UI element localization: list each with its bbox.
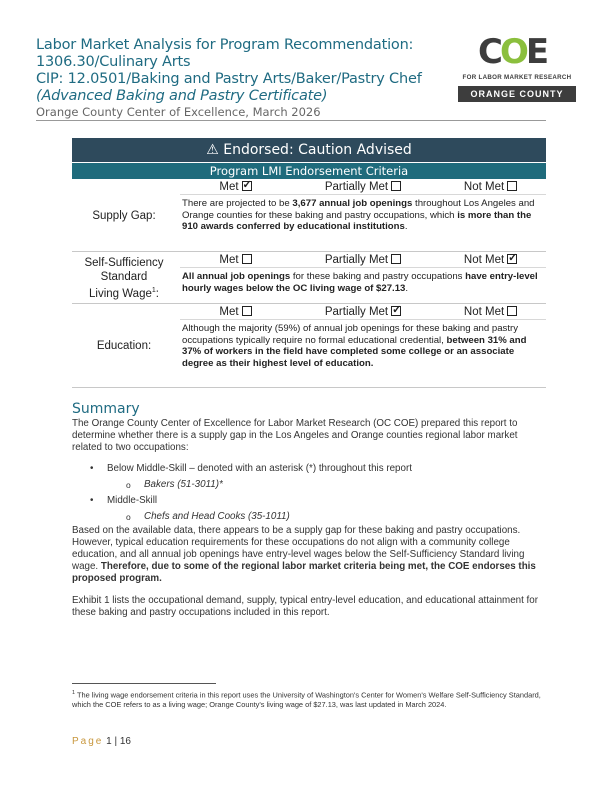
title-line-2: 1306.30/Culinary Arts bbox=[36, 54, 191, 70]
summary-paragraph: Based on the available data, there appears to be a supply gap for these baking and pastry occupations. However, typical education requirements for these occupations do not align with a community college education, and all annual job openings have entry-level wages below the Self-Sufficiency Standard living wage. Therefore, due to some of the regional labor market criteria being met, the COE endorses this proposed program. bbox=[72, 525, 536, 584]
document-title bbox=[36, 37, 436, 119]
coe-logo-letters: COE bbox=[478, 32, 547, 72]
title-line-4: (Advanced Baking and Pastry Certificate) bbox=[36, 88, 328, 104]
footnote-divider bbox=[72, 683, 216, 684]
criteria-label: Supply Gap: bbox=[92, 210, 156, 222]
occupation-list bbox=[90, 463, 540, 527]
footnote: $^1$ The living wage endorsement criteria in this report uses the University of Washington's Center for Women's Welfare Self-Sufficiency Standard, which the COE refers to as a living wage; Orange County's living wage of $27.13, was last updated in March 2024. bbox=[72, 690, 541, 709]
endorsement-banner bbox=[72, 138, 546, 162]
checkbox-not-met bbox=[507, 306, 517, 316]
checkbox-not-met-checked bbox=[507, 254, 517, 264]
criteria-description: There are projected to be 3,677 annual job openings throughout Los Angeles and Orange counties for these baking and pastry occupations, which is more than the 910 awards conferred by educational institutions. bbox=[182, 198, 535, 233]
summary-intro: The Orange County Center of Excellence for Labor Market Research (OC COE) prepared this report to determine whether there is a supply gap in the Los Angeles and Orange counties regional labor market related to two occupations: bbox=[72, 418, 518, 453]
checkbox-partial-checked bbox=[391, 306, 401, 316]
criteria-description: Although the majority (59%) of annual job openings for these baking and pastry occupations typically require no formal educational credential, between 31% and 37% of workers in the field have completed some college or an associate degree as their highest level of education. bbox=[182, 323, 527, 369]
met-options: Met Partially Met Not Met✓ bbox=[180, 253, 546, 268]
criteria-row-living-wage bbox=[72, 253, 546, 304]
title-line-1: Labor Market Analysis for Program Recommendation: bbox=[36, 37, 414, 53]
criteria-label: Education: bbox=[96, 340, 152, 352]
list-item: • Middle-Skill bbox=[90, 495, 540, 507]
criteria-label: Self-Sufficiency Standard Living Wage$^1$: bbox=[84, 257, 164, 300]
logo-county-banner: ORANGE COUNTY bbox=[458, 86, 576, 102]
checkbox-met bbox=[242, 306, 252, 316]
page-number: Page 1 | 16 bbox=[72, 736, 131, 747]
checkbox-met-checked bbox=[242, 181, 252, 191]
criteria-body bbox=[180, 180, 546, 233]
warning-icon: ⚠ bbox=[206, 142, 219, 158]
checkbox-partial bbox=[391, 181, 401, 191]
criteria-description: All annual job openings for these baking and pastry occupations have entry-level hourly wages below the OC living wage of $27.13. bbox=[182, 271, 538, 294]
met-options: Met✓ Partially Met Not Met bbox=[180, 180, 546, 195]
list-item: o Chefs and Head Cooks (35-1011) bbox=[90, 511, 540, 523]
logo-tagline: FOR LABOR MARKET RESEARCH bbox=[462, 74, 572, 81]
criteria-body bbox=[180, 305, 546, 369]
endorsement-title: Endorsed: Caution Advised bbox=[223, 142, 412, 158]
document-subtitle: Orange County Center of Excellence, March 2026 bbox=[36, 105, 321, 119]
checkbox-met bbox=[242, 254, 252, 264]
met-options: Met Partially Met✓ Not Met bbox=[180, 305, 546, 320]
coe-logo-mark bbox=[458, 32, 576, 72]
title-line-3: CIP: 12.0501/Baking and Pastry Arts/Baker/Pastry Chef bbox=[36, 71, 422, 87]
summary-exhibit-note: Exhibit 1 lists the occupational demand, supply, typical entry-level education, and educational attainment for these baking and pastry occupations included in this report. bbox=[72, 595, 538, 618]
criteria-row-education bbox=[72, 305, 546, 388]
checkbox-partial bbox=[391, 254, 401, 264]
criteria-body bbox=[180, 253, 546, 294]
title-divider bbox=[36, 120, 546, 121]
checkbox-not-met bbox=[507, 181, 517, 191]
criteria-row-supply-gap bbox=[72, 180, 546, 252]
coe-logo bbox=[458, 32, 576, 102]
summary-heading: Summary bbox=[72, 401, 140, 417]
list-item: o Bakers (51-3011)* bbox=[90, 479, 540, 491]
list-item: • Below Middle-Skill – denoted with an asterisk (*) throughout this report bbox=[90, 463, 540, 475]
criteria-header: Program LMI Endorsement Criteria bbox=[72, 163, 546, 179]
